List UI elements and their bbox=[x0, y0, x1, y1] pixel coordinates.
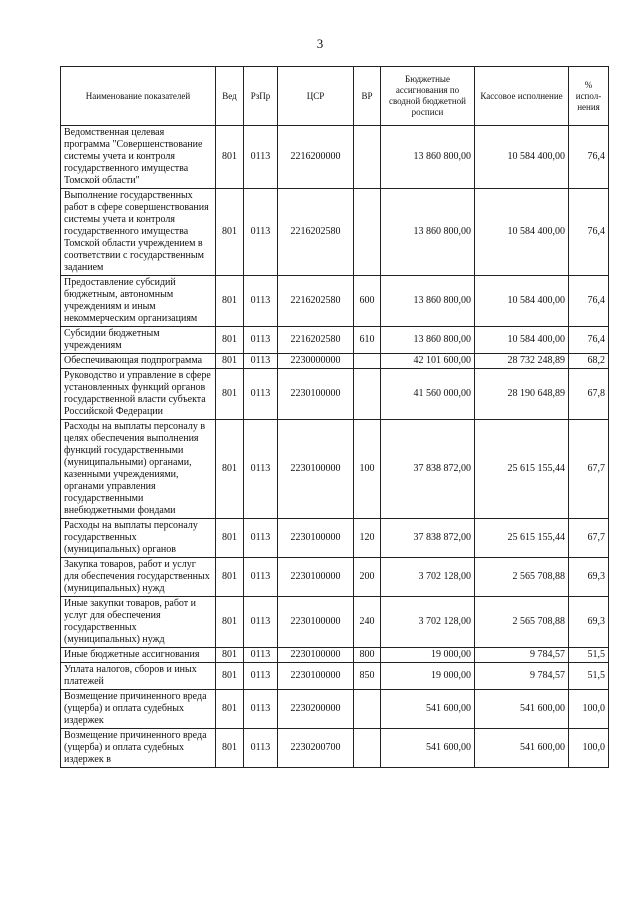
cell-ved: 801 bbox=[216, 420, 244, 519]
table-row bbox=[61, 354, 609, 369]
cell-vr bbox=[354, 369, 381, 420]
cell-rzpr: 0113 bbox=[244, 648, 278, 663]
cell-rzpr: 0113 bbox=[244, 276, 278, 327]
cell-csr: 2216202580 bbox=[278, 327, 354, 354]
cell-execution: 10 584 400,00 bbox=[475, 126, 569, 189]
cell-name: Ведомственная целевая программа "Совершенствование системы учета и контроля государственного имущества Томской области" bbox=[61, 126, 216, 189]
cell-assignments: 37 838 872,00 bbox=[381, 420, 475, 519]
cell-csr: 2230100000 bbox=[278, 420, 354, 519]
cell-assignments: 541 600,00 bbox=[381, 729, 475, 768]
cell-name: Возмещение причиненного вреда (ущерба) и оплата судебных издержек bbox=[61, 690, 216, 729]
cell-ved: 801 bbox=[216, 648, 244, 663]
cell-percent: 69,3 bbox=[569, 558, 609, 597]
cell-execution: 2 565 708,88 bbox=[475, 558, 569, 597]
cell-vr bbox=[354, 354, 381, 369]
table-row bbox=[61, 663, 609, 690]
cell-name: Закупка товаров, работ и услуг для обеспечения государственных (муниципальных) нужд bbox=[61, 558, 216, 597]
cell-assignments: 37 838 872,00 bbox=[381, 519, 475, 558]
cell-csr: 2230200700 bbox=[278, 729, 354, 768]
cell-execution: 541 600,00 bbox=[475, 729, 569, 768]
cell-ved: 801 bbox=[216, 354, 244, 369]
cell-execution: 10 584 400,00 bbox=[475, 327, 569, 354]
table-row bbox=[61, 369, 609, 420]
cell-percent: 76,4 bbox=[569, 189, 609, 276]
cell-vr: 120 bbox=[354, 519, 381, 558]
cell-csr: 2230100000 bbox=[278, 519, 354, 558]
cell-rzpr: 0113 bbox=[244, 420, 278, 519]
cell-vr bbox=[354, 126, 381, 189]
page-number: 3 bbox=[316, 36, 324, 51]
cell-execution: 9 784,57 bbox=[475, 663, 569, 690]
cell-rzpr: 0113 bbox=[244, 189, 278, 276]
cell-ved: 801 bbox=[216, 519, 244, 558]
cell-name: Обеспечивающая подпрограмма bbox=[61, 354, 216, 369]
cell-rzpr: 0113 bbox=[244, 663, 278, 690]
table-row bbox=[61, 420, 609, 519]
header-csr: ЦСР bbox=[278, 67, 354, 126]
cell-name: Возмещение причиненного вреда (ущерба) и оплата судебных издержек в bbox=[61, 729, 216, 768]
table-row bbox=[61, 519, 609, 558]
cell-execution: 9 784,57 bbox=[475, 648, 569, 663]
cell-percent: 51,5 bbox=[569, 648, 609, 663]
cell-name: Уплата налогов, сборов и иных платежей bbox=[61, 663, 216, 690]
cell-name: Иные закупки товаров, работ и услуг для обеспечения государственных (муниципальных) нужд bbox=[61, 597, 216, 648]
cell-assignments: 41 560 000,00 bbox=[381, 369, 475, 420]
cell-rzpr: 0113 bbox=[244, 354, 278, 369]
cell-vr: 610 bbox=[354, 327, 381, 354]
cell-vr: 850 bbox=[354, 663, 381, 690]
cell-name: Руководство и управление в сфере установленных функций органов государственной власти субъекта Российской Федерации bbox=[61, 369, 216, 420]
cell-vr bbox=[354, 690, 381, 729]
cell-csr: 2230000000 bbox=[278, 354, 354, 369]
header-assignments: Бюджетные ассигнования по сводной бюджетной росписи bbox=[381, 67, 475, 126]
cell-execution: 28 190 648,89 bbox=[475, 369, 569, 420]
cell-vr: 100 bbox=[354, 420, 381, 519]
table-body bbox=[61, 126, 609, 768]
cell-execution: 28 732 248,89 bbox=[475, 354, 569, 369]
cell-csr: 2230100000 bbox=[278, 648, 354, 663]
cell-name: Выполнение государственных работ в сфере совершенствования системы учета и контроля государственного имущества Томской области учреждением в соответствии с государственным заданием bbox=[61, 189, 216, 276]
cell-execution: 10 584 400,00 bbox=[475, 189, 569, 276]
cell-csr: 2230100000 bbox=[278, 369, 354, 420]
cell-assignments: 19 000,00 bbox=[381, 663, 475, 690]
cell-name: Предоставление субсидий бюджетным, автономным учреждениям и иным некоммерческим организациям bbox=[61, 276, 216, 327]
cell-csr: 2230100000 bbox=[278, 597, 354, 648]
cell-assignments: 541 600,00 bbox=[381, 690, 475, 729]
cell-assignments: 3 702 128,00 bbox=[381, 597, 475, 648]
cell-csr: 2230200000 bbox=[278, 690, 354, 729]
cell-csr: 2216200000 bbox=[278, 126, 354, 189]
table-row bbox=[61, 276, 609, 327]
cell-ved: 801 bbox=[216, 597, 244, 648]
cell-name: Субсидии бюджетным учреждениям bbox=[61, 327, 216, 354]
cell-ved: 801 bbox=[216, 189, 244, 276]
cell-execution: 25 615 155,44 bbox=[475, 420, 569, 519]
cell-percent: 67,7 bbox=[569, 519, 609, 558]
table-row bbox=[61, 327, 609, 354]
cell-csr: 2216202580 bbox=[278, 189, 354, 276]
cell-vr: 800 bbox=[354, 648, 381, 663]
cell-rzpr: 0113 bbox=[244, 690, 278, 729]
cell-name: Иные бюджетные ассигнования bbox=[61, 648, 216, 663]
budget-table bbox=[60, 66, 609, 768]
cell-ved: 801 bbox=[216, 276, 244, 327]
cell-csr: 2216202580 bbox=[278, 276, 354, 327]
cell-vr: 240 bbox=[354, 597, 381, 648]
header-rzpr: РзПр bbox=[244, 67, 278, 126]
header-name: Наименование показателей bbox=[61, 67, 216, 126]
cell-rzpr: 0113 bbox=[244, 597, 278, 648]
table-header-row bbox=[61, 67, 609, 126]
cell-execution: 25 615 155,44 bbox=[475, 519, 569, 558]
cell-percent: 76,4 bbox=[569, 327, 609, 354]
cell-rzpr: 0113 bbox=[244, 327, 278, 354]
header-percent: % испол-нения bbox=[569, 67, 609, 126]
cell-ved: 801 bbox=[216, 729, 244, 768]
cell-vr bbox=[354, 189, 381, 276]
cell-rzpr: 0113 bbox=[244, 369, 278, 420]
cell-ved: 801 bbox=[216, 558, 244, 597]
cell-vr: 200 bbox=[354, 558, 381, 597]
cell-assignments: 13 860 800,00 bbox=[381, 126, 475, 189]
cell-vr bbox=[354, 729, 381, 768]
table-row bbox=[61, 690, 609, 729]
table-row bbox=[61, 597, 609, 648]
cell-assignments: 13 860 800,00 bbox=[381, 327, 475, 354]
cell-percent: 67,8 bbox=[569, 369, 609, 420]
cell-name: Расходы на выплаты персоналу государственных (муниципальных) органов bbox=[61, 519, 216, 558]
table-row bbox=[61, 189, 609, 276]
cell-ved: 801 bbox=[216, 327, 244, 354]
cell-percent: 51,5 bbox=[569, 663, 609, 690]
header-ved: Вед bbox=[216, 67, 244, 126]
header-execution: Кассовое исполнение bbox=[475, 67, 569, 126]
cell-assignments: 13 860 800,00 bbox=[381, 189, 475, 276]
cell-ved: 801 bbox=[216, 690, 244, 729]
cell-vr: 600 bbox=[354, 276, 381, 327]
cell-execution: 10 584 400,00 bbox=[475, 276, 569, 327]
cell-percent: 68,2 bbox=[569, 354, 609, 369]
cell-csr: 2230100000 bbox=[278, 663, 354, 690]
cell-percent: 76,4 bbox=[569, 126, 609, 189]
cell-percent: 76,4 bbox=[569, 276, 609, 327]
cell-execution: 541 600,00 bbox=[475, 690, 569, 729]
cell-percent: 67,7 bbox=[569, 420, 609, 519]
cell-percent: 69,3 bbox=[569, 597, 609, 648]
header-vr: ВР bbox=[354, 67, 381, 126]
cell-assignments: 19 000,00 bbox=[381, 648, 475, 663]
cell-ved: 801 bbox=[216, 369, 244, 420]
cell-assignments: 13 860 800,00 bbox=[381, 276, 475, 327]
cell-percent: 100,0 bbox=[569, 729, 609, 768]
cell-csr: 2230100000 bbox=[278, 558, 354, 597]
cell-ved: 801 bbox=[216, 126, 244, 189]
cell-execution: 2 565 708,88 bbox=[475, 597, 569, 648]
cell-percent: 100,0 bbox=[569, 690, 609, 729]
table-row bbox=[61, 558, 609, 597]
cell-rzpr: 0113 bbox=[244, 519, 278, 558]
table-row bbox=[61, 648, 609, 663]
cell-rzpr: 0113 bbox=[244, 126, 278, 189]
cell-rzpr: 0113 bbox=[244, 729, 278, 768]
cell-assignments: 42 101 600,00 bbox=[381, 354, 475, 369]
table-row bbox=[61, 729, 609, 768]
cell-rzpr: 0113 bbox=[244, 558, 278, 597]
cell-assignments: 3 702 128,00 bbox=[381, 558, 475, 597]
table-row bbox=[61, 126, 609, 189]
cell-name: Расходы на выплаты персоналу в целях обеспечения выполнения функций государственными (муниципальными) органами, казенными учреждениями, органами управления государственными внебюджетными фондами bbox=[61, 420, 216, 519]
cell-ved: 801 bbox=[216, 663, 244, 690]
